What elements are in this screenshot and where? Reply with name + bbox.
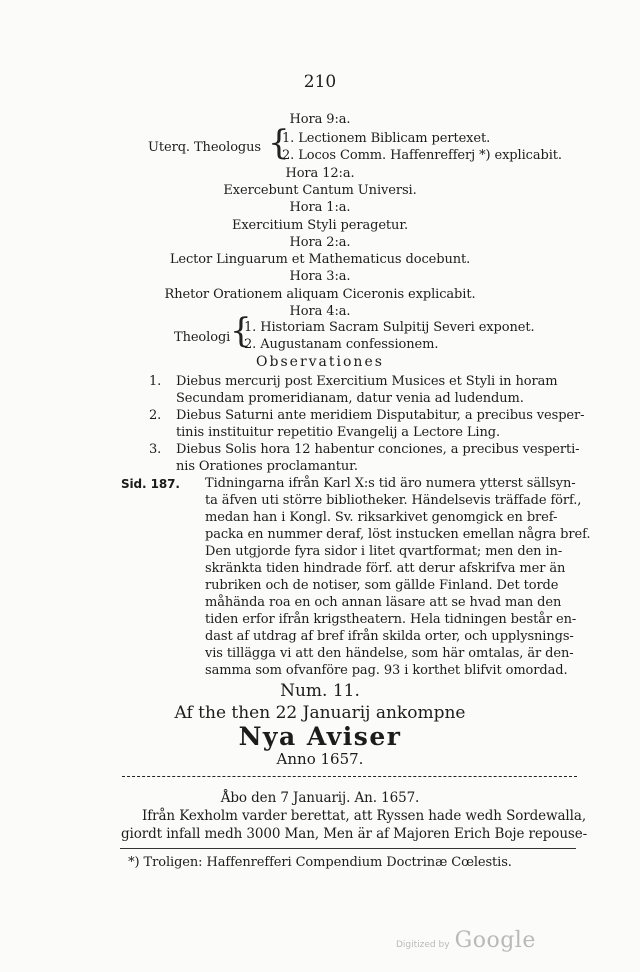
note-line-6: skränkta tiden hindrade förf. att derur afskrifva mer än: [205, 561, 566, 576]
article-line-1: Ifrån Kexholm varder berettat, att Ryssen hade wedh Sordewalla,: [142, 808, 587, 824]
obs-3-line-2: nis Orationes proclamantur.: [176, 459, 358, 474]
obs-2-line-1: Diebus Saturni ante meridiem Disputabitur, a precibus vesper-: [176, 408, 585, 423]
article-dateline: Åbo den 7 Januarij. An. 1657.: [220, 790, 420, 806]
footnote-divider: [120, 848, 576, 849]
note-line-10: dast af utdrag af bref ifrån skilda orter, och upplysnings-: [205, 629, 574, 644]
brace-icon: {: [230, 311, 252, 351]
hora-4-heading: Hora 4:a.: [289, 304, 351, 319]
obs-2-line-2: tinis instituitur repetitio Evangelij a Lectore Ling.: [176, 425, 500, 440]
theologi-item-2: 2. Augustanam confessionem.: [244, 337, 439, 352]
exercebunt-line: Exercebunt Cantum Universi.: [223, 183, 417, 198]
theologi-label: Theologi: [174, 330, 231, 345]
obs-1-number: 1.: [149, 374, 162, 389]
page-number: 210: [303, 72, 337, 92]
rhetor-line: Rhetor Orationem aliquam Ciceronis explicabit.: [164, 287, 476, 302]
note-line-5: Den utgjorde fyra sidor i litet qvartformat; men den in-: [205, 544, 563, 559]
theologi-item-1: 1. Historiam Sacram Sulpitij Severi exponet.: [244, 320, 535, 335]
uterq-item-1: 1. Lectionem Biblicam pertexet.: [282, 131, 491, 146]
newspaper-year: Anno 1657.: [276, 750, 364, 768]
footnote: *) Troligen: Haffenrefferi Compendium Doctrinæ Cœlestis.: [128, 855, 512, 870]
note-line-3: medan han i Kongl. Sv. riksarkivet genomgick en bref-: [205, 510, 558, 525]
observationes-heading: Observationes: [256, 354, 384, 370]
note-line-9: tiden erfor ifrån krigstheatern. Hela tidningen består en-: [205, 612, 577, 627]
hora-9-heading: Hora 9:a.: [289, 112, 351, 127]
article-line-2: giordt infall medh 3000 Man, Men är af Majoren Erich Boje repouse-: [121, 826, 588, 842]
obs-1-line-2: Secundam promeridianam, datur venia ad ludendum.: [176, 391, 524, 406]
lector-line: Lector Linguarum et Mathematicus docebunt.: [169, 252, 471, 267]
exercitium-line: Exercitium Styli peragetur.: [231, 218, 409, 233]
note-line-8: måhända roa en och annan läsare att se hvad man den: [205, 595, 562, 610]
hora-12-heading: Hora 12:a.: [285, 166, 355, 181]
uterq-theologus-label: Uterq. Theologus: [148, 140, 261, 155]
obs-3-number: 3.: [149, 442, 162, 457]
obs-1-line-1: Diebus mercurij post Exercitium Musices et Styli in horam: [176, 374, 558, 389]
brace-icon: {: [268, 123, 290, 163]
hora-2-heading: Hora 2:a.: [289, 235, 351, 250]
note-line-11: vis tillägga vi att den händelse, som här omtalas, är den-: [205, 646, 574, 661]
obs-2-number: 2.: [149, 408, 162, 423]
newspaper-number: Num. 11.: [280, 681, 360, 701]
newspaper-title: Nya Aviser: [238, 722, 402, 751]
newspaper-subtitle: Af the then 22 Januarij ankompne: [174, 703, 466, 723]
hora-3-heading: Hora 3:a.: [289, 269, 351, 284]
note-line-7: rubriken och de notiser, som gällde Finland. Det torde: [205, 578, 559, 593]
dashed-divider: [122, 776, 577, 777]
uterq-item-2: 2. Locos Comm. Haffenrefferj *) explicabit.: [282, 148, 562, 163]
note-line-1: Tidningarna ifrån Karl X:s tid äro numera ytterst sällsyn-: [205, 476, 576, 491]
google-watermark: [396, 928, 536, 953]
note-label: Sid. 187.: [121, 477, 180, 491]
note-line-4: packa en nummer deraf, löst instucken emellan några bref.: [205, 527, 591, 542]
watermark-prefix: Digitized by: [396, 940, 450, 950]
watermark-brand: Google: [454, 928, 536, 953]
hora-1-heading: Hora 1:a.: [289, 200, 351, 215]
note-line-12: samma som ofvanföre pag. 93 i korthet blifvit omordad.: [205, 663, 568, 678]
note-line-2: ta äfven uti större bibliotheker. Händelsevis träffade förf.,: [205, 493, 582, 508]
obs-3-line-1: Diebus Solis hora 12 habentur conciones, a precibus vesperti-: [176, 442, 580, 457]
